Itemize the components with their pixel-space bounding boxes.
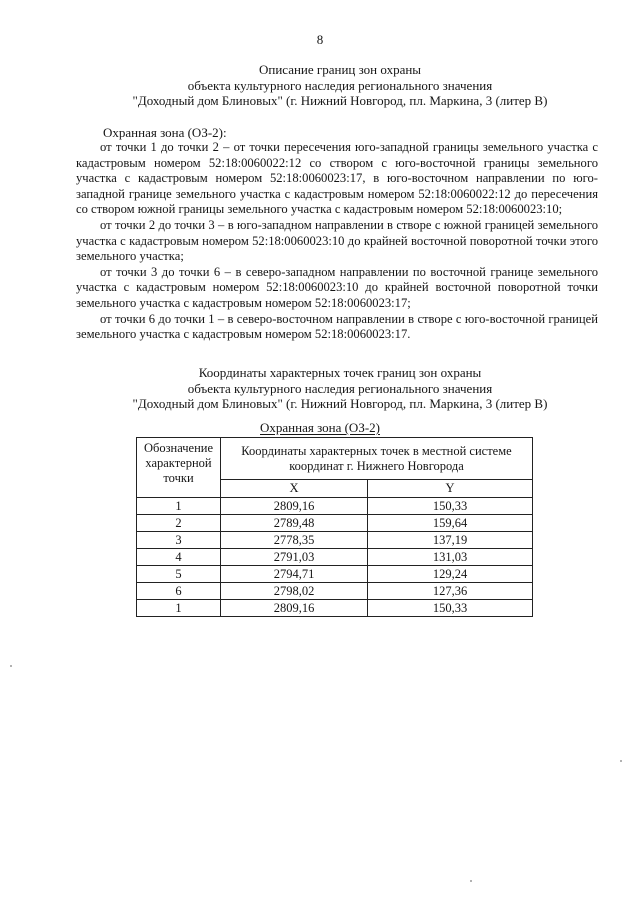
segment-paragraph: от точки 1 до точки 2 – от точки пересечения юго-западной границы земельного участка с кадастровым номером 52:18:0060022:12 со створом с юго-восточной границы земельного участка с кадастровым номером 52:18:0060023:17, в юго-восточном направлении по юго-западной границе земельного участка с кадастровым номером 52:18:0060022:12 до пересечения со створом южной границы земельного участка с кадастровым номером 52:18:0060023:10; <box>76 140 598 217</box>
title-line: Описание границ зон охраны <box>258 62 422 77</box>
point-cell: 1 <box>137 498 221 515</box>
segment-paragraph: от точки 6 до точки 1 – в северо-восточном направлении в створе с юго-восточной границей земельного участка с кадастровым номером 52:18:0060023:17. <box>76 311 598 342</box>
header-x: X <box>221 479 368 497</box>
table-row <box>137 549 533 566</box>
title-line: "Доходный дом Блиновых" (г. Нижний Новгород, пл. Маркина, 3 (литер В) <box>132 396 548 411</box>
table-row <box>137 532 533 549</box>
table-row <box>137 600 533 617</box>
scan-speck <box>470 880 472 882</box>
table-row <box>137 583 533 600</box>
title-line: объекта культурного наследия регионального значения <box>187 380 493 396</box>
x-cell: 2794,71 <box>221 566 368 583</box>
point-cell: 4 <box>137 549 221 566</box>
table-row <box>137 566 533 583</box>
segment-paragraph: от точки 3 до точки 6 – в северо-западном направлении по восточной границе земельного участка с кадастровым номером 52:18:0060023:10 до крайней восточной поворотной точки земельного участка с кадастровым номером 52:18:0060023:17; <box>76 264 598 310</box>
scan-speck <box>620 760 622 762</box>
table-caption <box>0 420 640 436</box>
table-row <box>137 498 533 515</box>
y-cell: 127,36 <box>368 583 533 600</box>
y-cell: 137,19 <box>368 532 533 549</box>
zone-heading: Охранная зона (ОЗ-2): <box>103 125 227 140</box>
x-cell: 2809,16 <box>221 600 368 617</box>
coordinates-table <box>136 437 533 617</box>
y-cell: 131,03 <box>368 549 533 566</box>
title-line: объекта культурного наследия регионального значения <box>187 77 493 93</box>
y-cell: 129,24 <box>368 566 533 583</box>
header-y: Y <box>368 479 533 497</box>
boundary-description-title <box>60 62 620 109</box>
x-cell: 2809,16 <box>221 498 368 515</box>
x-cell: 2791,03 <box>221 549 368 566</box>
y-cell: 159,64 <box>368 515 533 532</box>
x-cell: 2789,48 <box>221 515 368 532</box>
x-cell: 2778,35 <box>221 532 368 549</box>
y-cell: 150,33 <box>368 600 533 617</box>
point-cell: 5 <box>137 566 221 583</box>
coordinates-title <box>60 365 620 412</box>
y-cell: 150,33 <box>368 498 533 515</box>
title-line: "Доходный дом Блиновых" (г. Нижний Новгород, пл. Маркина, 3 (литер В) <box>132 93 548 108</box>
boundary-segments <box>76 140 598 343</box>
table-row <box>137 515 533 532</box>
point-cell: 3 <box>137 532 221 549</box>
header-point: Обозначение характерной точки <box>137 438 221 498</box>
point-cell: 6 <box>137 583 221 600</box>
table-caption-text: Охранная зона (ОЗ-2) <box>260 420 380 435</box>
page-number: 8 <box>316 32 324 47</box>
title-line: Координаты характерных точек границ зон охраны <box>198 365 482 380</box>
point-cell: 1 <box>137 600 221 617</box>
header-coordinate-system: Координаты характерных точек в местной системе координат г. Нижнего Новгорода <box>221 438 533 480</box>
point-cell: 2 <box>137 515 221 532</box>
segment-paragraph: от точки 2 до точки 3 – в юго-западном направлении в створе с южной границей земельного участка с кадастровым номером 52:18:0060023:10 до крайней восточной поворотной точки этого земельного участка; <box>76 217 598 264</box>
scan-speck <box>10 665 12 667</box>
x-cell: 2798,02 <box>221 583 368 600</box>
